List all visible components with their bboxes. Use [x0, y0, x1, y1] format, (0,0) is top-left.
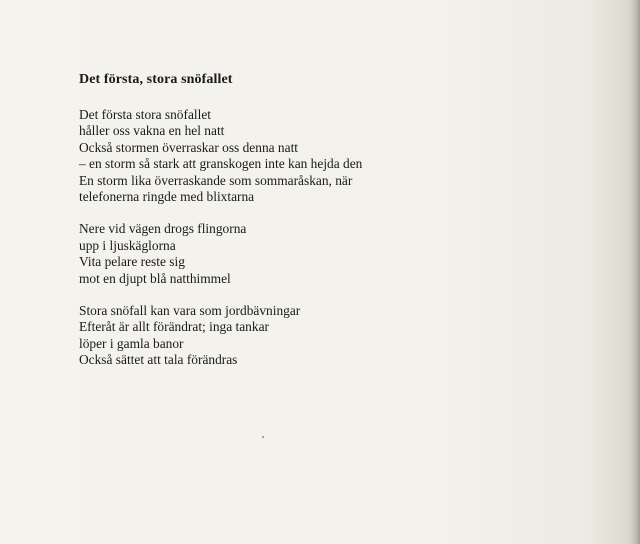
poem-line: håller oss vakna en hel natt — [79, 123, 225, 139]
stanza-2 — [79, 221, 599, 287]
poem-line: Nere vid vägen drogs flingorna — [79, 221, 247, 237]
stanza-3 — [79, 303, 599, 369]
poem-line: Det första stora snöfallet — [79, 107, 212, 122]
poem-line: En storm lika överraskande som sommaråskan, när — [79, 172, 353, 188]
poem-line: löper i gamla banor — [79, 335, 184, 351]
poem-line: Stora snöfall kan vara som jordbävningar — [79, 303, 301, 319]
poem-title: Det första, stora snöfallet — [79, 72, 233, 87]
stanza-1 — [79, 107, 599, 205]
poem-line: Efteråt är allt förändrat; inga tankar — [79, 319, 269, 335]
page-edge-shadow — [630, 0, 640, 544]
poem-line: mot en djupt blå natthimmel — [79, 270, 231, 286]
poem-line: Också stormen överraskar oss denna natt — [79, 139, 299, 155]
poem — [79, 71, 599, 385]
poem-line: Vita pelare reste sig — [79, 254, 185, 270]
poem-line: Också sättet att tala förändras — [79, 352, 238, 368]
poem-line: telefonerna ringde med blixtarna — [79, 189, 255, 205]
poem-line: upp i ljuskäglorna — [79, 237, 176, 253]
poem-line: – en storm så stark att granskogen inte kan hejda den — [79, 156, 363, 172]
paper-speck — [262, 436, 264, 438]
